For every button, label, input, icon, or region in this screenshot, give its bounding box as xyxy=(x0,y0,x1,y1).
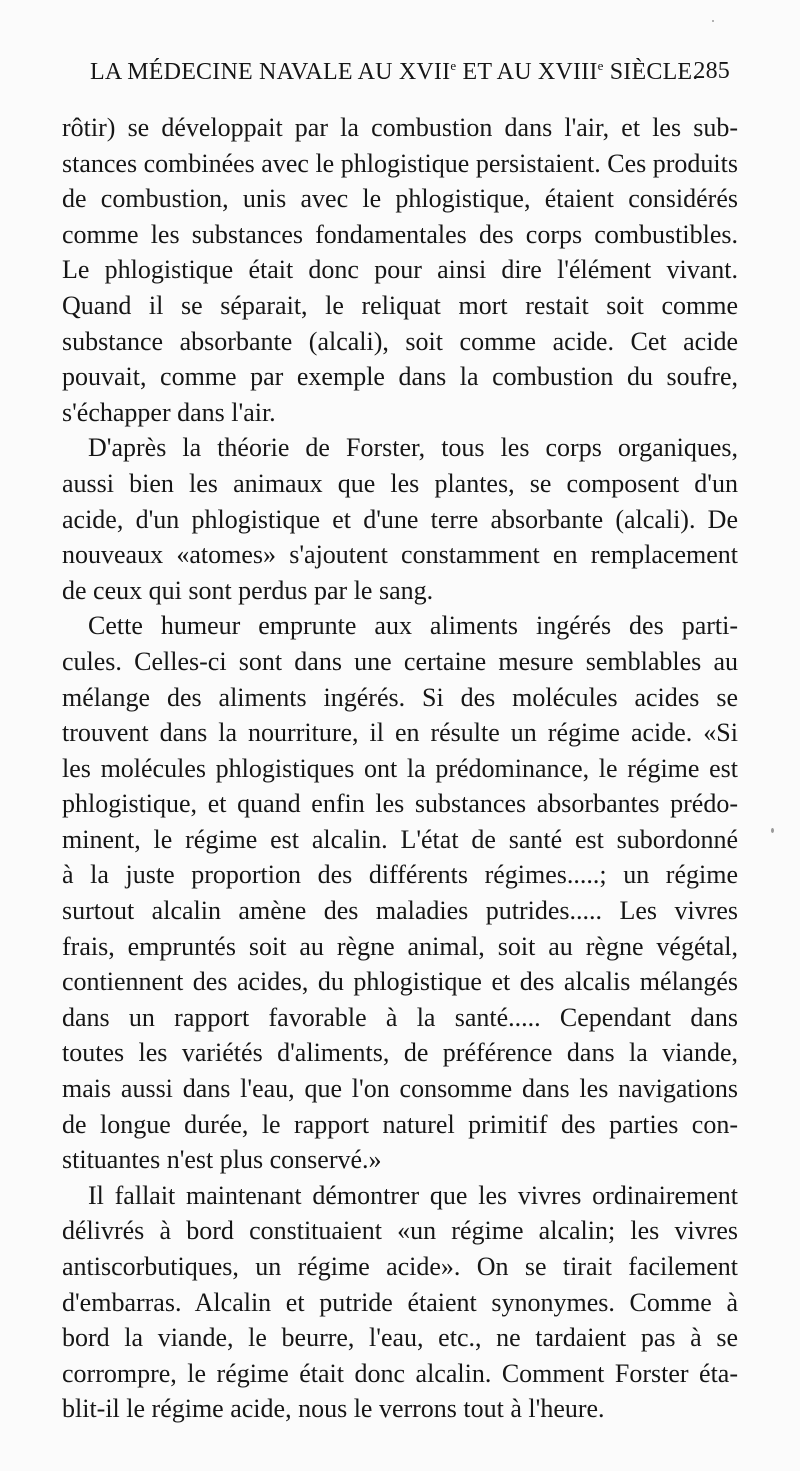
text-line: s'échapper dans l'air. xyxy=(62,397,276,427)
running-header xyxy=(90,58,730,92)
superscript: e xyxy=(450,58,457,73)
text-line: stances combinées avec le phlogistique persistaient. Ces produits xyxy=(62,148,738,178)
text-line: Il fallait maintenant démontrer que les vivres ordinairement xyxy=(88,1180,738,1210)
text-line: rôtir) se développait par la combustion dans l'air, et les sub- xyxy=(62,113,738,142)
text-line: stituantes n'est plus conservé.» xyxy=(62,1145,382,1175)
ink-speck xyxy=(712,20,714,22)
running-title-part: LA MÉDECINE NAVALE AU XVII xyxy=(90,59,451,85)
text-line: dans un rapport favorable à la santé..... Cependant dans xyxy=(62,1002,738,1032)
running-title-part: SIÈCLE. xyxy=(603,59,699,85)
text-line: antiscorbutiques, un régime acide». On se tirait facilement xyxy=(62,1252,738,1281)
text-line: de ceux qui sont perdus par le sang. xyxy=(62,575,434,605)
running-title xyxy=(90,58,699,86)
body-text xyxy=(62,110,738,1427)
text-line: Quand il se séparait, le reliquat mort restait soit comme xyxy=(62,290,738,320)
page-number: 285 xyxy=(693,58,730,84)
superscript: e xyxy=(597,58,604,73)
ink-speck xyxy=(771,828,774,833)
text-line: D'après la théorie de Forster, tous les corps organiques, xyxy=(88,433,738,463)
text-line: comme les substances fondamentales des corps combustibles. xyxy=(62,219,738,249)
text-line: bord la viande, le beurre, l'eau, etc., ne tardaient pas à se xyxy=(62,1323,738,1353)
text-line: nouveaux «atomes» s'ajoutent constamment en remplacement xyxy=(62,540,738,570)
text-line: les molécules phlogistiques ont la prédominance, le régime est xyxy=(62,753,738,783)
running-title-part: ET AU XVIII xyxy=(456,59,598,85)
text-line: acide, d'un phlogistique et d'une terre absorbante (alcali). De xyxy=(62,504,738,534)
text-line: Cette humeur emprunte aux aliments ingérés des parti- xyxy=(88,611,738,641)
text-line: contiennent des acides, du phlogistique et des alcalis mélangés xyxy=(62,967,738,997)
text-line: surtout alcalin amène des maladies putrides..... Les vivres xyxy=(62,896,738,926)
text-line: à la juste proportion des différents régimes.....; un régime xyxy=(62,860,738,890)
text-line: Le phlogistique était donc pour ainsi dire l'élément vivant. xyxy=(62,255,738,285)
text-line: aussi bien les animaux que les plantes, se composent d'un xyxy=(62,468,738,498)
text-line: de combustion, unis avec le phlogistique, étaient considérés xyxy=(62,184,738,214)
text-line: mais aussi dans l'eau, que l'on consomme dans les navigations xyxy=(62,1074,738,1104)
text-line: toutes les variétés d'aliments, de préférence dans la viande, xyxy=(62,1038,738,1068)
text-line: phlogistique, et quand enfin les substances absorbantes prédo- xyxy=(62,789,738,819)
text-line: corrompre, le régime était donc alcalin. Comment Forster éta- xyxy=(62,1358,738,1388)
text-line: minent, le régime est alcalin. L'état de santé est subordonné xyxy=(62,824,738,854)
text-line: pouvait, comme par exemple dans la combustion du soufre, xyxy=(62,362,738,392)
text-line: d'embarras. Alcalin et putride étaient synonymes. Comme à xyxy=(62,1287,738,1317)
text-line: trouvent dans la nourriture, il en résulte un régime acide. «Si xyxy=(62,718,738,748)
text-line: de longue durée, le rapport naturel primitif des parties con- xyxy=(62,1109,738,1139)
text-line: délivrés à bord constituaient «un régime alcalin; les vivres xyxy=(62,1216,738,1246)
text-line: frais, empruntés soit au règne animal, soit au règne végétal, xyxy=(62,931,738,961)
text-line: substance absorbante (alcali), soit comme acide. Cet acide xyxy=(62,326,738,356)
text-line: cules. Celles-ci sont dans une certaine mesure semblables au xyxy=(62,646,738,676)
text-line: blit-il le régime acide, nous le verrons tout à l'heure. xyxy=(62,1394,605,1424)
text-line: mélange des aliments ingérés. Si des molécules acides se xyxy=(62,682,738,712)
